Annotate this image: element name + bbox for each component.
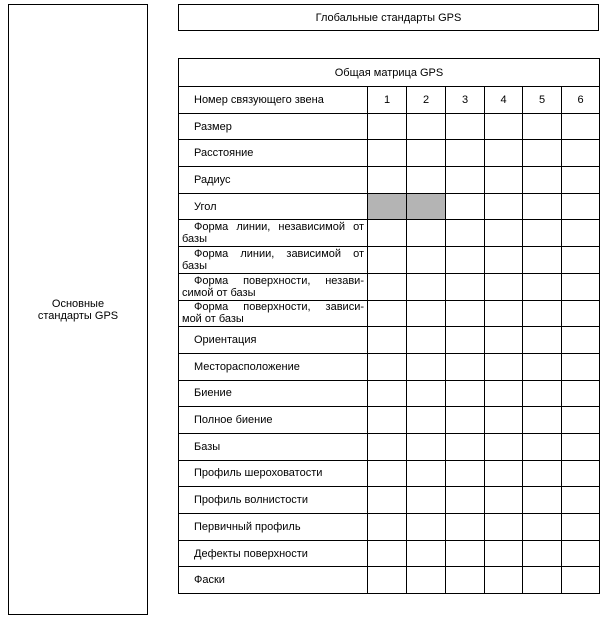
row-label: Расстояние [179, 140, 368, 167]
matrix-cell [523, 327, 562, 354]
matrix-cell [368, 514, 407, 541]
matrix-cell [446, 433, 485, 460]
matrix-cell [368, 300, 407, 327]
matrix-cell [523, 220, 562, 247]
matrix-cell [368, 433, 407, 460]
matrix-cell [485, 247, 523, 274]
row-label: Радиус [179, 167, 368, 194]
matrix-cell [407, 300, 446, 327]
matrix-cell [562, 327, 600, 354]
matrix-cell [562, 353, 600, 380]
matrix-cell [368, 113, 407, 140]
matrix-cell [562, 247, 600, 274]
row-label-line2: мой от базы [182, 313, 244, 326]
matrix-row [179, 514, 600, 541]
matrix-cell-shaded [368, 193, 407, 220]
matrix-cell [523, 514, 562, 541]
column-header-5: 5 [523, 87, 562, 114]
matrix-cell [562, 380, 600, 407]
matrix-cell [368, 327, 407, 354]
row-label: Угол [179, 193, 368, 220]
matrix-cell [485, 220, 523, 247]
row-label: Базы [179, 433, 368, 460]
matrix-cell [407, 247, 446, 274]
matrix-cell [407, 220, 446, 247]
row-label: Профиль волнистости [179, 487, 368, 514]
matrix-cell [562, 273, 600, 300]
matrix-row [179, 353, 600, 380]
matrix-cell [523, 300, 562, 327]
matrix-cell [446, 220, 485, 247]
matrix-cell [446, 327, 485, 354]
matrix-row [179, 140, 600, 167]
matrix-cell [485, 140, 523, 167]
matrix-cell [523, 113, 562, 140]
matrix-cell [562, 113, 600, 140]
matrix-cell [368, 487, 407, 514]
matrix-cell [523, 193, 562, 220]
matrix-cell [407, 353, 446, 380]
matrix-cell [407, 487, 446, 514]
matrix-cell [523, 140, 562, 167]
matrix-row [179, 167, 600, 194]
matrix-cell [485, 327, 523, 354]
matrix-cell [368, 167, 407, 194]
column-header-3: 3 [446, 87, 485, 114]
row-label-line1: Форма линии, независимой от [194, 221, 364, 234]
matrix-cell [562, 220, 600, 247]
matrix-cell [407, 167, 446, 194]
matrix-cell [523, 487, 562, 514]
matrix-cell [485, 514, 523, 541]
matrix-cell [485, 273, 523, 300]
matrix-header-row [179, 87, 600, 114]
matrix-cell [523, 353, 562, 380]
matrix-cell [485, 380, 523, 407]
matrix-row [179, 407, 600, 434]
matrix-cell [446, 460, 485, 487]
matrix-cell [485, 193, 523, 220]
matrix-cell [368, 353, 407, 380]
matrix-cell [446, 567, 485, 594]
matrix-cell [446, 193, 485, 220]
matrix-cell [407, 514, 446, 541]
matrix-cell [562, 167, 600, 194]
matrix-cell [446, 300, 485, 327]
row-label: Размер [179, 113, 368, 140]
matrix-cell [446, 113, 485, 140]
matrix-cell [368, 460, 407, 487]
matrix-cell [485, 353, 523, 380]
matrix-cell [523, 460, 562, 487]
matrix-cell [407, 567, 446, 594]
matrix-row [179, 193, 600, 220]
matrix-cell [562, 140, 600, 167]
row-label: Биение [179, 380, 368, 407]
row-label-line1: Форма поверхности, незави- [194, 274, 364, 287]
row-label [179, 247, 368, 274]
matrix-cell [407, 407, 446, 434]
matrix-cell [485, 300, 523, 327]
matrix-row [179, 273, 600, 300]
column-header-1: 1 [368, 87, 407, 114]
matrix-cell [446, 407, 485, 434]
matrix-cell [485, 487, 523, 514]
matrix-cell [562, 540, 600, 567]
column-header-6: 6 [562, 87, 600, 114]
matrix-cell [562, 193, 600, 220]
matrix-row [179, 433, 600, 460]
column-header-2: 2 [407, 87, 446, 114]
matrix-cell [446, 514, 485, 541]
row-label: Фаски [179, 567, 368, 594]
matrix-row [179, 327, 600, 354]
matrix-cell [446, 167, 485, 194]
matrix-cell [523, 273, 562, 300]
matrix-cell [485, 407, 523, 434]
global-gps-standards-label: Глобальные стандарты GPS [315, 11, 462, 24]
core-gps-standards-label: Основные стандарты GPS [37, 297, 119, 322]
matrix-cell [523, 567, 562, 594]
matrix-cell [446, 487, 485, 514]
matrix-cell [562, 407, 600, 434]
matrix-cell [562, 460, 600, 487]
matrix-cell [407, 380, 446, 407]
row-label-line1: Форма поверхности, зависи- [194, 301, 364, 314]
matrix-cell [407, 113, 446, 140]
global-gps-standards-box [178, 4, 599, 31]
matrix-cell [368, 140, 407, 167]
row-label: Месторасположение [179, 353, 368, 380]
matrix-row [179, 300, 600, 327]
matrix-row [179, 567, 600, 594]
matrix-cell [407, 460, 446, 487]
matrix-cell [368, 567, 407, 594]
matrix-cell [523, 247, 562, 274]
matrix-cell [523, 433, 562, 460]
matrix-title: Общая матрица GPS [179, 59, 600, 87]
column-header-4: 4 [485, 87, 523, 114]
matrix-cell [485, 540, 523, 567]
matrix-cell [485, 567, 523, 594]
row-label: Профиль шероховатости [179, 460, 368, 487]
matrix-cell [446, 140, 485, 167]
matrix-row [179, 247, 600, 274]
matrix-cell [485, 460, 523, 487]
matrix-cell [368, 273, 407, 300]
matrix-row [179, 113, 600, 140]
row-label-line1: Форма линии, зависимой от [194, 247, 364, 260]
matrix-cell [407, 540, 446, 567]
matrix-cell [523, 380, 562, 407]
matrix-cell [368, 540, 407, 567]
row-label [179, 273, 368, 300]
matrix-cell [446, 540, 485, 567]
matrix-cell [523, 540, 562, 567]
row-label-line2: базы [182, 233, 207, 246]
row-label-line2: симой от базы [182, 286, 256, 299]
matrix-title-row [179, 59, 600, 87]
matrix-row [179, 487, 600, 514]
matrix-cell [407, 327, 446, 354]
matrix-cell [523, 407, 562, 434]
matrix-row [179, 460, 600, 487]
matrix-cell [407, 273, 446, 300]
matrix-cell [562, 567, 600, 594]
matrix-cell [407, 140, 446, 167]
matrix-cell [446, 353, 485, 380]
matrix-cell [485, 113, 523, 140]
matrix-cell [368, 247, 407, 274]
matrix-cell [485, 167, 523, 194]
matrix-row [179, 380, 600, 407]
row-label [179, 300, 368, 327]
general-gps-matrix [178, 58, 600, 594]
matrix-cell [562, 514, 600, 541]
matrix-cell [562, 487, 600, 514]
core-gps-standards-box [8, 4, 148, 615]
matrix-cell [368, 220, 407, 247]
chain-link-number-label: Номер связующего звена [179, 87, 368, 114]
matrix-cell [368, 407, 407, 434]
matrix-cell [407, 433, 446, 460]
matrix-cell [446, 247, 485, 274]
matrix-row [179, 540, 600, 567]
row-label: Первичный профиль [179, 514, 368, 541]
row-label: Полное биение [179, 407, 368, 434]
matrix-cell [562, 300, 600, 327]
row-label-line2: базы [182, 259, 207, 272]
row-label: Дефекты поверхности [179, 540, 368, 567]
matrix-cell [562, 433, 600, 460]
matrix-cell [368, 380, 407, 407]
matrix-row [179, 220, 600, 247]
matrix-cell [446, 273, 485, 300]
matrix-cell [523, 167, 562, 194]
matrix-cell-shaded [407, 193, 446, 220]
matrix-cell [446, 380, 485, 407]
row-label [179, 220, 368, 247]
matrix-cell [485, 433, 523, 460]
row-label: Ориентация [179, 327, 368, 354]
